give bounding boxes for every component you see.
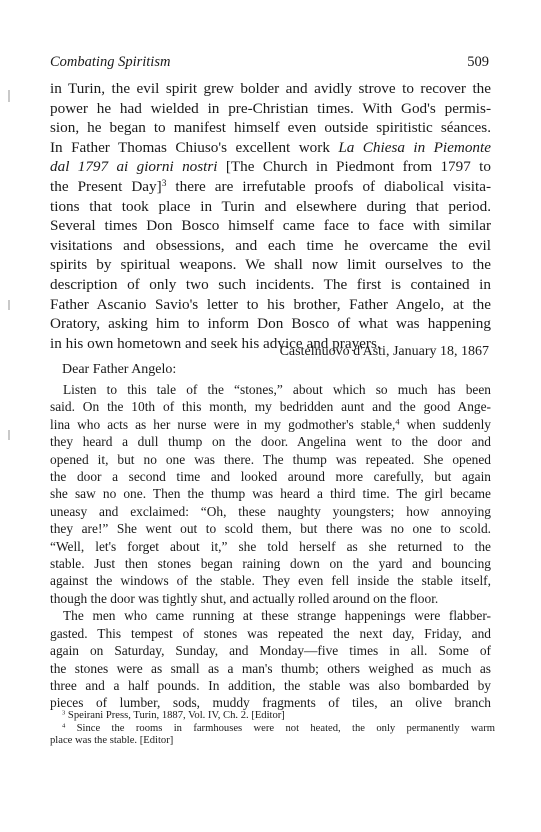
running-title: Combating Spiritism xyxy=(50,54,171,70)
footnotes xyxy=(50,710,495,748)
text-line: visitations and obsessions, and each time he overcame the evil xyxy=(50,236,491,254)
letter-line xyxy=(50,416,491,433)
letter-dateline: Castelnuovo d'Asti, January 18, 1867 xyxy=(279,344,489,359)
footnote-marker: 3 xyxy=(62,709,66,717)
footnote-marker: 4 xyxy=(62,721,66,729)
scan-margin-mark xyxy=(8,90,10,102)
text-segment: when suddenly xyxy=(399,416,491,432)
letter-line: Listen to this tale of the “stones,” about which so much has been xyxy=(63,382,491,397)
text-line: description of only two such incidents. The first is contained in xyxy=(50,275,491,293)
footnote-ref[interactable]: 4 xyxy=(395,417,400,427)
letter-line: the stones were as small as a man's thumb; others weighed as much as xyxy=(50,660,491,676)
footnote-ref[interactable]: 3 xyxy=(161,178,167,189)
letter-line: the door a second time and looked around more carefully, but again xyxy=(50,469,491,485)
letter-line: pieces of lumber, sods, muddy fragments of tiles, an olive branch xyxy=(50,695,491,711)
text-segment: the Present Day] xyxy=(50,177,162,195)
footnote-4 xyxy=(50,723,495,736)
text-line: Father Ascanio Savio's letter to his brother, Father Angelo, at the xyxy=(50,295,491,313)
letter-line: uneasy and exclaimed: “Oh, these naughty youngsters; how annoying xyxy=(50,503,491,519)
text-line xyxy=(50,157,491,177)
letter-line: three and a half pounds. In addition, the stable was also bombarded by xyxy=(50,677,491,693)
text-line xyxy=(50,177,491,197)
footnote-text: Since the rooms in farmhouses were not heated, the only permanently warm xyxy=(65,722,495,734)
scan-margin-mark xyxy=(8,300,10,310)
text-line: Several times Don Bosco himself came face to face with similar xyxy=(50,217,491,235)
letter-line: said. On the 10th of this month, my bedridden aunt and the good Ange- xyxy=(50,399,491,415)
letter-line: they heard a dull thump on the door. Angelina went to the door and xyxy=(50,434,491,450)
letter-salutation: Dear Father Angelo: xyxy=(62,362,177,377)
letter-body xyxy=(50,381,491,712)
footnote-3 xyxy=(50,710,495,723)
letter-line: against the windows of the stable. They even fell inside the stable itself, xyxy=(50,573,491,589)
letter-line: “Well, let's forget about it,” she told herself as she returned to the xyxy=(50,538,491,554)
scan-margin-mark xyxy=(8,430,10,440)
letter-line: stable. Just then stones began raining down on the yard and bouncing xyxy=(50,556,491,572)
letter-line: The men who came running at these strange happenings were flabber- xyxy=(63,608,491,624)
text-segment: [The Church in Piedmont from 1797 to xyxy=(217,158,491,176)
footnote-text: Speirani Press, Turin, 1887, Vol. IV, Ch. 2. [Editor] xyxy=(65,710,285,721)
letter-line: opened it, but no one was there. The thump was repeated. She opened xyxy=(50,451,491,467)
text-segment: lina who acts as her nurse were in my godmother's stable, xyxy=(50,416,396,432)
text-line: power he had wielded in pre-Christian times. With God's permis- xyxy=(50,99,491,117)
letter-line: she saw no one. Then the thump was heard a third time. The girl became xyxy=(50,486,491,502)
letter-line: again on Saturday, Sunday, and Monday—five times in all. Some of xyxy=(50,643,491,659)
text-line xyxy=(50,138,491,158)
text-line: in his own hometown and seek his advice and prayers. xyxy=(50,334,381,352)
text-line: sion, he began to manifest himself even outside spiritistic séances. xyxy=(50,119,491,137)
text-line: tions that took place in Turin and elsewhere during that period. xyxy=(50,197,491,215)
book-title-continued: dal 1797 ai giorni nostri xyxy=(50,158,218,176)
letter-line: though the door was tightly shut, and actually rolled around on the floor. xyxy=(50,590,439,606)
body-paragraph xyxy=(50,79,491,353)
footnote-4-continued: place was the stable. [Editor] xyxy=(50,735,174,747)
page-header xyxy=(50,54,489,74)
text-line: in Turin, the evil spirit grew bolder and avidly strove to recover the xyxy=(50,80,491,97)
text-line: Oratory, asking him to inform Don Bosco of what was happening xyxy=(50,315,491,333)
letter-line: gasted. This tempest of stones was repeated the next day, Friday, and xyxy=(50,625,491,641)
letter-line: they are!” She went out to scold them, but there was no one to scold. xyxy=(50,521,491,537)
page-number: 509 xyxy=(467,54,489,70)
text-line: spirits by spiritual weapons. We shall now limit ourselves to the xyxy=(50,256,491,274)
book-title: La Chiesa in Piemonte xyxy=(338,138,491,156)
text-segment: there are irrefutable proofs of diabolical visita- xyxy=(166,177,492,195)
text-segment: In Father Thomas Chiuso's excellent work xyxy=(50,138,339,156)
